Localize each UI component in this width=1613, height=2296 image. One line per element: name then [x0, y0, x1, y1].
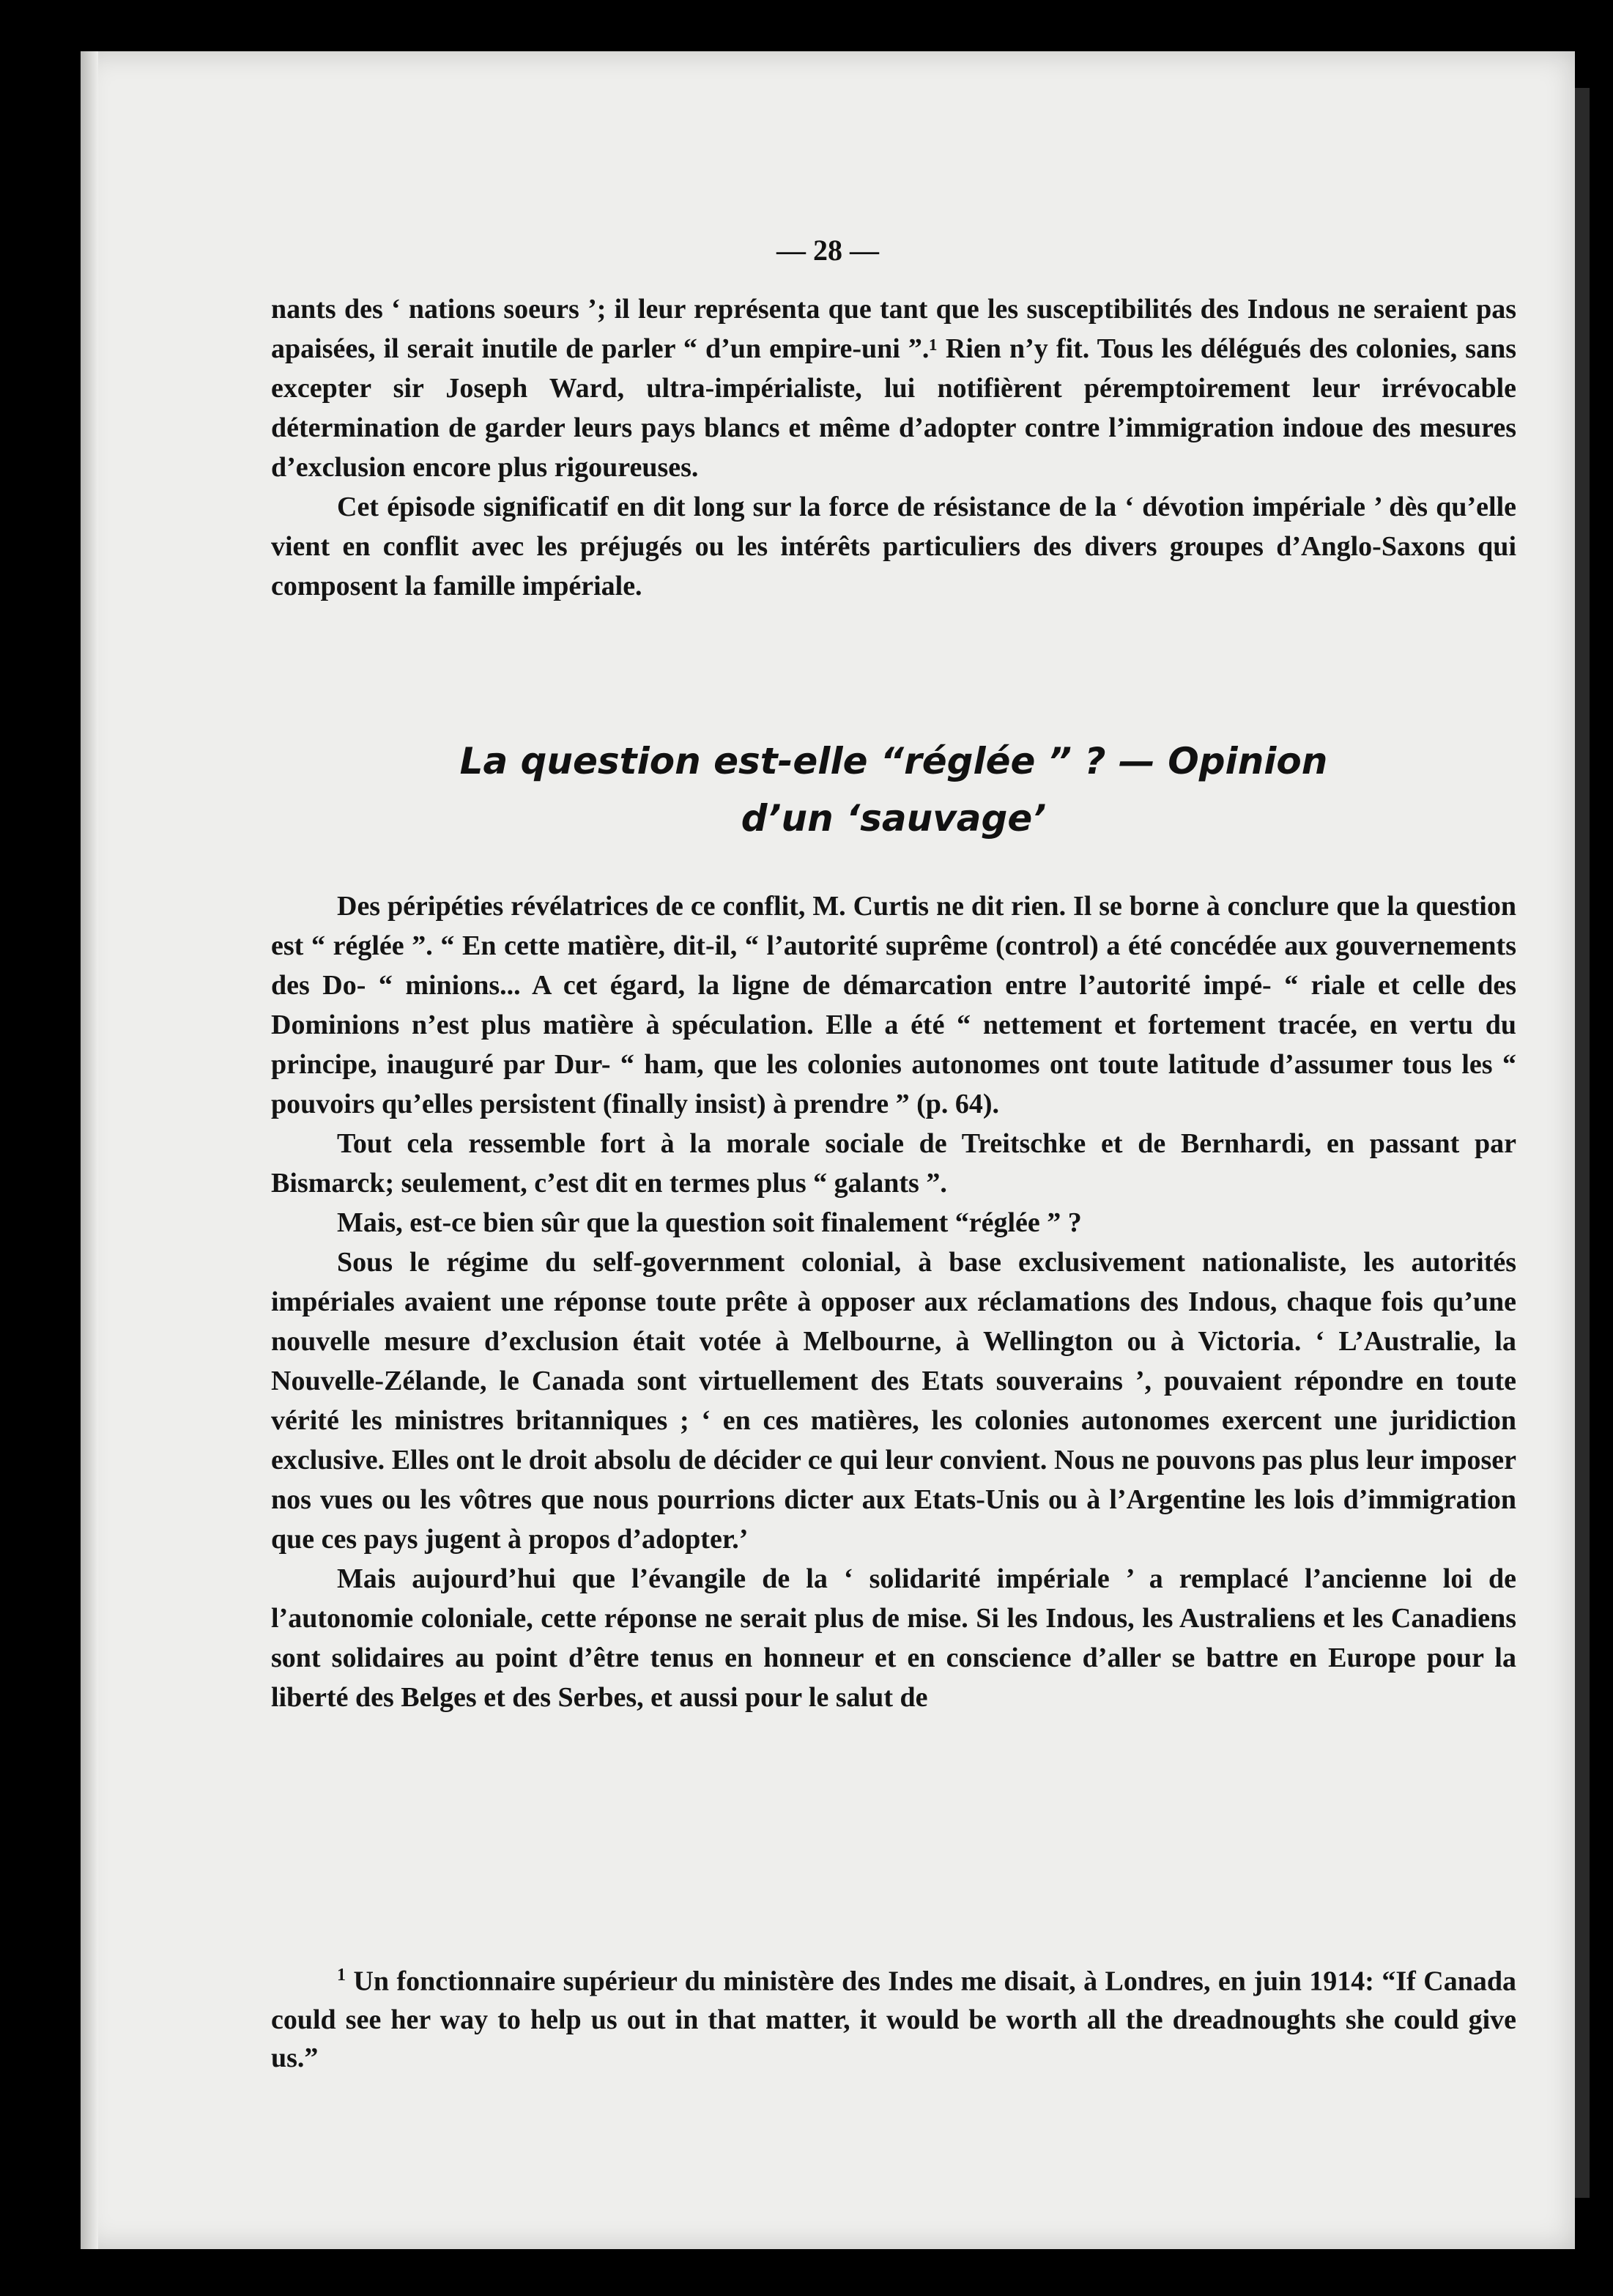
paragraph-2: Cet épisode significatif en dit long sur la force de résistance de la ‘ dévotion impériale ’ dès qu’elle vient en conflit avec les préjugés ou les intérêts particuliers des divers groupes d’Anglo-Saxons qui composent la famille impériale.	[271, 492, 1516, 601]
heading-line-1: La question est-elle “réglée ” ? — Opinion	[459, 740, 1328, 782]
document-page	[81, 51, 1575, 2249]
footnote-text: Un fonctionnaire supérieur du ministère des Indes me disait, à Londres, en juin 1914: “If Canada could see her way to help us out in that matter, it would be worth all the dreadnoughts she could give us.”	[271, 1966, 1516, 2073]
page-number: — 28 —	[776, 234, 879, 267]
paragraph-6: Sous le régime du self-government colonial, à base exclusivement nationaliste, les autorités impériales avaient une réponse toute prête à opposer aux réclamations des Indous, chaque fois qu’une nouvelle mesure d’exclusion était votée à Melbourne, à Wellington ou à Victoria. ‘ L’Australie, la Nouvelle-Zélande, le Canada sont virtuellement des Etats souverains ’, pouvaient répondre en toute vérité les ministres britanniques ; ‘ en ces matières, les colonies autonomes exercent une juridiction exclusive. Elles ont le droit absolu de décider ce qui leur convient. Nous ne pouvons pas plus leur imposer nos vues ou les vôtres que nous pourrions dicter aux Etats-Unis ou à l’Argentine les lois d’immigration que ces pays jugent à propos d’adopter.’	[271, 1247, 1516, 1555]
paragraph-3: Des péripéties révélatrices de ce conflit, M. Curtis ne dit rien. Il se borne à conclure que la question est “ réglée ”. “ En cette matière, dit-il, “ l’autorité suprême (control) a été concédée aux gouvernements des Do- “ minions... A cet égard, la ligne de démarcation entre l’autorité impé- “ riale et celle des Dominions n’est plus matière à spéculation. Elle a été “ nettement et fortement tracée, en vertu du principe, inauguré par Dur- “ ham, que les colonies autonomes ont toute latitude d’assumer tous les “ pouvoirs qu’elles persistent (finally insist) à prendre ” (p. 64).	[271, 891, 1516, 1119]
heading-line-2: d’un ‘sauvage’	[741, 797, 1047, 840]
page-right-edge	[1575, 88, 1590, 2198]
paragraph-1: nants des ‘ nations soeurs ’; il leur représenta que tant que les susceptibilités des Indous ne seraient pas apaisées, il serait inutile de parler “ d’un empire-uni ”.¹ Rien n’y fit. Tous les délégués des colonies, sans excepter sir Joseph Ward, ultra-impérialiste, lui notifièrent péremptoirement leur irrévocable détermination de garder leurs pays blancs et même d’adopter contre l’immigration indoue des mesures d’exclusion encore plus rigoureuses.	[271, 294, 1516, 483]
page-edge-shadow	[81, 51, 98, 2249]
paragraph-7: Mais aujourd’hui que l’évangile de la ‘ solidarité impériale ’ a remplacé l’ancienne loi de l’autonomie coloniale, cette réponse ne serait plus de mise. Si les Indous, les Australiens et les Canadiens sont solidaires au point d’être tenus en honneur et en conscience d’aller se battre en Europe pour la liberté des Belges et des Serbes, et aussi pour le salut de	[271, 1563, 1516, 1713]
section-heading	[271, 733, 1516, 847]
paragraph-5: Mais, est-ce bien sûr que la question soit finalement “réglée ” ?	[337, 1207, 1082, 1238]
text-block-middle	[271, 886, 1516, 1717]
footnote	[271, 1956, 1516, 2077]
footnote-mark: 1	[337, 1966, 346, 1985]
paragraph-4: Tout cela ressemble fort à la morale sociale de Treitschke et de Bernhardi, en passant par Bismarck; seulement, c’est dit en termes plus “ galants ”.	[271, 1128, 1516, 1199]
text-block-top	[271, 289, 1516, 606]
